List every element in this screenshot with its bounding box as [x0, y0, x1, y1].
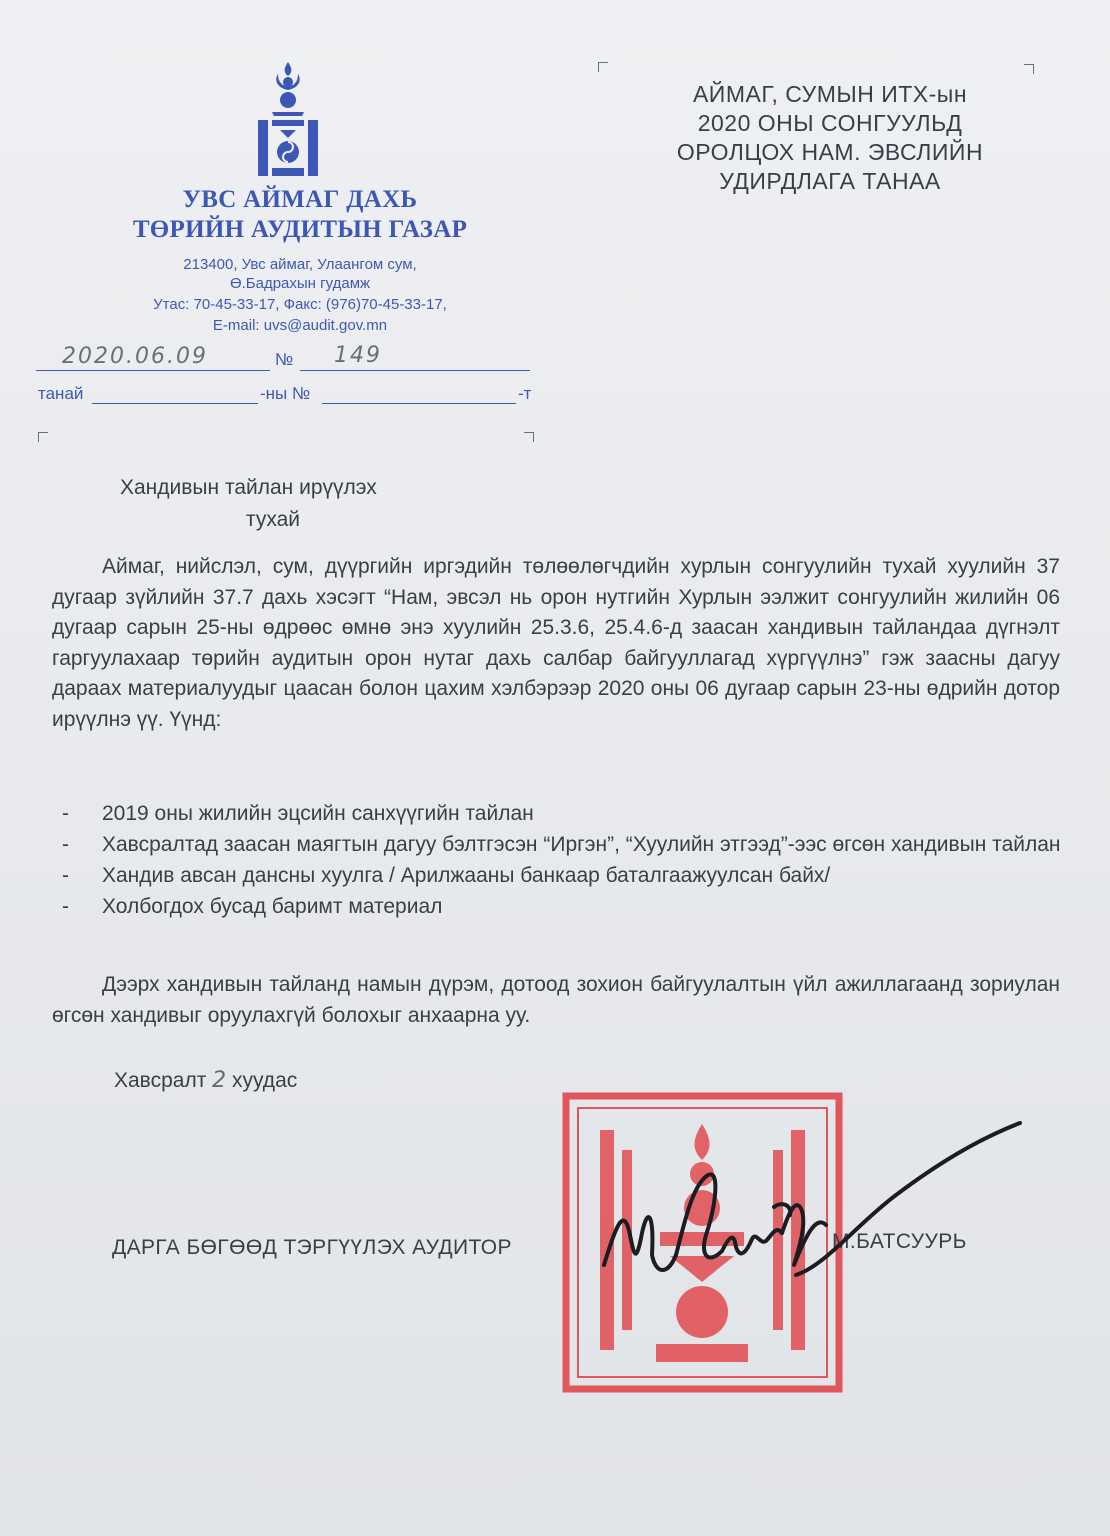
address-line3: Утас: 70-45-33-17, Факс: (976)70-45-33-17, — [153, 296, 447, 313]
address-line1: 213400, Увс аймаг, Улаангом сум, — [183, 256, 417, 273]
signatory-role: ДАРГА БӨГӨӨД ТЭРГҮҮЛЭХ АУДИТОР — [112, 1236, 512, 1259]
reply-suffix: -т — [518, 384, 532, 403]
list-item — [62, 798, 1062, 829]
handwritten-date: 2020.06.09 — [62, 344, 208, 369]
handwritten-signature-icon — [596, 1115, 1026, 1315]
org-name-line2: ТӨРИЙН АУДИТЫН ГАЗАР — [132, 216, 468, 243]
list-item — [62, 891, 1062, 922]
body-paragraph2: Дээрх хандивын тайланд намын дүрэм, дотоод зохион байгуулалтын үйл ажиллагаанд зориулан өгсөн хандивыг оруулахгүй болохыг анхаарна уу. — [52, 973, 1060, 1027]
handwritten-number: 149 — [334, 343, 382, 368]
number-label: № — [275, 350, 294, 369]
attachment-suffix: хуудас — [226, 1069, 298, 1092]
list-bullet: - — [62, 802, 69, 825]
state-emblem-icon — [250, 60, 326, 180]
addressee-block — [640, 80, 1020, 196]
attachment-note — [114, 1068, 297, 1093]
addressee-line4: УДИРДЛАГА ТАНАА — [719, 168, 941, 194]
list-item-text: Хандив авсан дансны хуулга / Арилжааны банкаар баталгаажуулсан байх/ — [102, 864, 831, 887]
body-paragraph1: Аймаг, нийслэл, сум, дүүргийн иргэдийн төлөөлөгчдийн хурлын сонгуулийн тухай хуулийн 37 дугаар зүйлийн 37.7 дахь хэсэгт “Нам, эвсэл нь орон нутгийн Хурлын ээлжит сонгуулийн жилийн 06 дугаар сарын 25-ны өдрөөс өмнө энэ хуулийн 25.3.6, 25.4.6-д заасан хандивын тайландаа дүгнэлт гаргуулахаар төрийн аудитын орон нутаг дахь салбар байгууллагад хүргүүлнэ” гэж заасны дагуу дараах материалуудыг цаасан болон цахим хэлбэрээр 2020 оны 06 дугаар сарын 23-ны өдрийн дотор ирүүлнэ үү. Үүнд: — [52, 555, 1060, 731]
subject-line2: тухай — [246, 508, 301, 531]
reply-number-line — [322, 403, 516, 404]
subject-line1: Хандивын тайлан ирүүлэх — [120, 476, 377, 499]
list-item — [62, 829, 1062, 860]
list-item-text: 2019 оны жилийн эцсийн санхүүгийн тайлан — [102, 802, 534, 825]
reply-prefix: танай — [38, 384, 84, 403]
number-line — [300, 370, 530, 371]
attachment-count: 2 — [212, 1068, 227, 1093]
reply-date-line — [92, 403, 258, 404]
signatory-name: М.БАТСУУРЬ — [832, 1230, 967, 1253]
org-name-line1: УВС АЙМАГ ДАХЬ — [182, 186, 418, 213]
corner-mark — [598, 62, 608, 72]
attachment-prefix: Хавсралт — [114, 1069, 213, 1092]
corner-mark — [38, 432, 48, 442]
corner-mark — [1024, 64, 1034, 74]
list-bullet: - — [62, 895, 69, 918]
corner-mark — [524, 432, 534, 442]
list-bullet: - — [62, 833, 69, 856]
addressee-line3: ОРОЛЦОХ НАМ. ЭВСЛИЙН — [676, 139, 984, 165]
date-line — [36, 370, 270, 371]
address-line2: Ө.Бадрахын гудамж — [229, 275, 371, 292]
addressee-line1: АЙМАГ, СУМЫН ИТХ-ын — [692, 81, 968, 107]
requirements-list — [62, 798, 1062, 922]
list-bullet: - — [62, 864, 69, 887]
reply-mid: -ны № — [260, 384, 311, 403]
addressee-line2: 2020 ОНЫ СОНГУУЛЬД — [697, 110, 963, 136]
address-line4: E-mail: uvs@audit.gov.mn — [212, 317, 388, 334]
list-item — [62, 860, 1062, 891]
list-item-text: Холбогдох бусад баримт материал — [102, 895, 443, 918]
list-item-text: Хавсралтад заасан маягтын дагуу бэлтгэсэн “Иргэн”, “Хуулийн этгээд”-ээс өгсөн хандивын тайлан — [102, 833, 1061, 856]
